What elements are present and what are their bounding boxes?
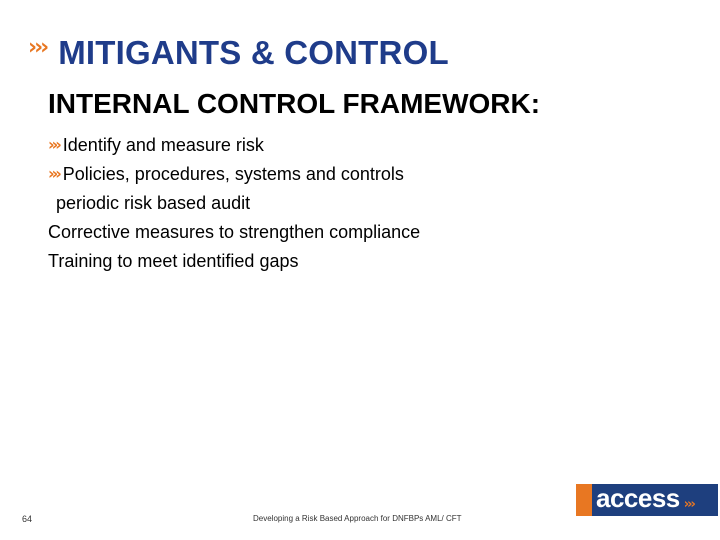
bullet-text: Corrective measures to strengthen compliance bbox=[48, 222, 421, 242]
bullet-text: Policies, procedures, systems and controls bbox=[62, 164, 404, 184]
bullet-list bbox=[48, 131, 420, 276]
page-number: 64 bbox=[22, 514, 33, 524]
logo-accent-bar bbox=[576, 484, 592, 516]
logo-chevron-icon: ››› bbox=[683, 496, 694, 512]
logo-text: access bbox=[596, 483, 680, 513]
access-logo bbox=[576, 484, 718, 516]
bullet-text: Training to meet identified gaps bbox=[48, 251, 299, 271]
chevron-icon: ››› bbox=[48, 164, 59, 183]
chevron-icon: ››› bbox=[48, 135, 59, 154]
bullet-item bbox=[48, 218, 420, 247]
slide-title: MITIGANTS & CONTROL bbox=[58, 34, 449, 71]
footer-text: Developing a Risk Based Approach for DNFBPs AML/ CFT bbox=[253, 514, 462, 523]
bullet-item bbox=[48, 247, 420, 276]
bullet-item bbox=[48, 160, 420, 189]
bullet-text: Identify and measure risk bbox=[62, 135, 264, 155]
bullet-item bbox=[48, 189, 420, 218]
bullet-text: periodic risk based audit bbox=[56, 193, 251, 213]
bullet-item bbox=[48, 131, 420, 160]
slide-subtitle: INTERNAL CONTROL FRAMEWORK: bbox=[48, 88, 541, 119]
chevron-icon: ››› bbox=[28, 34, 47, 60]
title-row bbox=[28, 30, 449, 76]
